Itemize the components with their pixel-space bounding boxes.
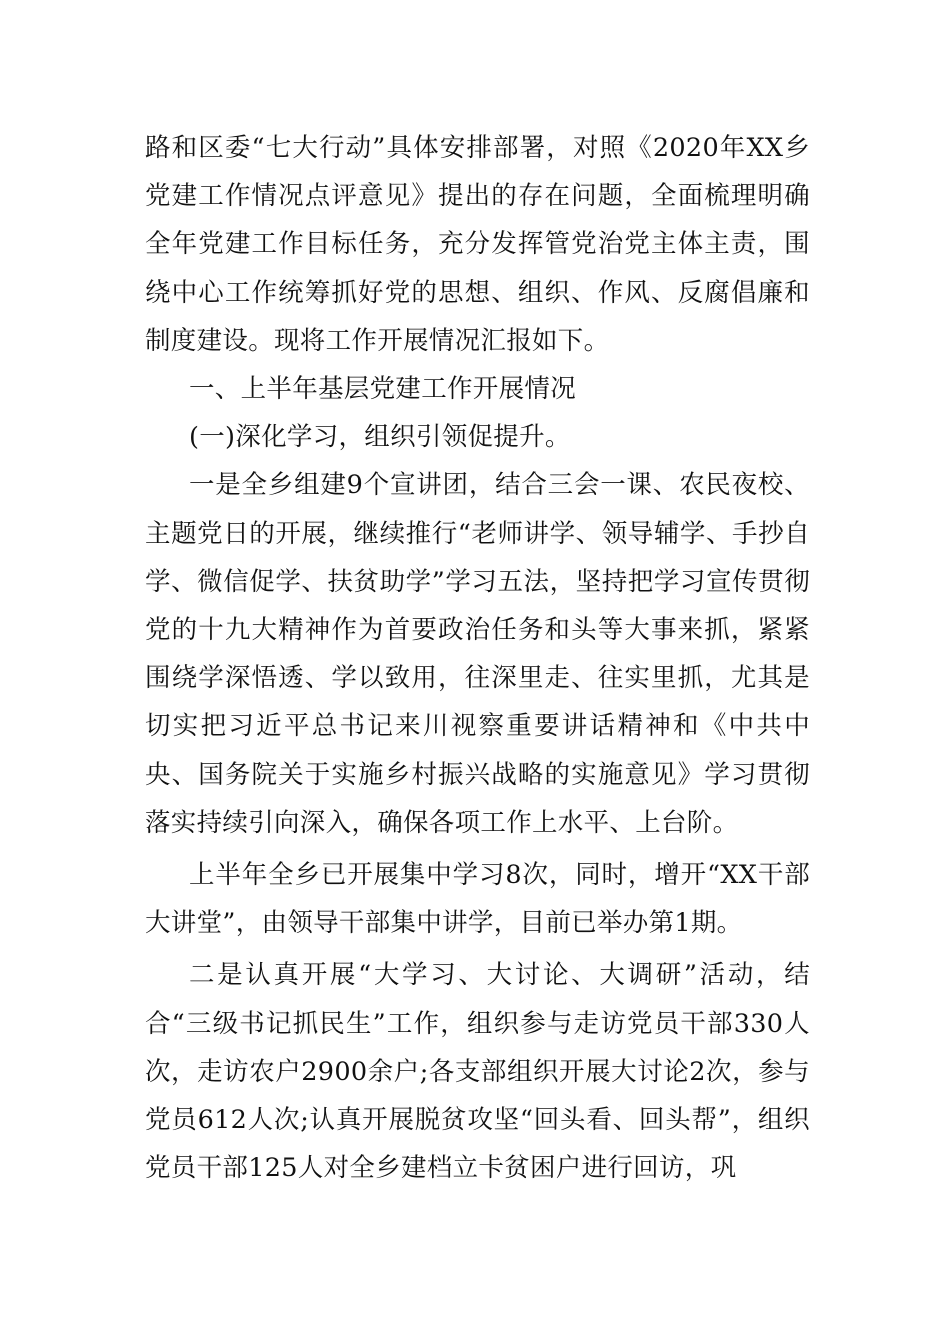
paragraph-item-one: 一是全乡组建9个宣讲团，结合三会一课、农民夜校、主题党日的开展，继续推行“老师讲学、领导辅学、手抄自学、微信促学、扶贫助学”学习五法，坚持把学习宣传贯彻党的十九大精神作为首要政治任务和头等大事来抓，紧紧围绕学深悟透、学以致用，往深里走、往实里抓，尤其是切实把习近平总书记来川视察重要讲话精神和《中共中央、国务院关于实施乡村振兴战略的实施意见》学习贯彻落实持续引向深入，确保各项工作上水平、上台阶。 [145, 470, 810, 838]
document-body [145, 124, 810, 1192]
paragraph-intro-continuation: 路和区委“七大行动”具体安排部署，对照《2020年XX乡党建工作情况点评意见》提出的存在问题，全面梳理明确全年党建工作目标任务，充分发挥管党治党主体主责，围绕中心工作统筹抓好党的思想、组织、作风、反腐倡廉和制度建设。现将工作开展情况汇报如下。 [145, 133, 810, 356]
paragraph-study-sessions: 上半年全乡已开展集中学习8次，同时，增开“XX干部大讲堂”，由领导干部集中讲学，目前已举办第1期。 [145, 860, 810, 939]
paragraph-item-two: 二是认真开展“大学习、大讨论、大调研”活动，结合“三级书记抓民生”工作，组织参与走访党员干部330人次，走访农户2900余户;各支部组织开展大讨论2次，参与党员612人次;认真开展脱贫攻坚“回头看、回头帮”，组织党员干部125人对全乡建档立卡贫困户进行回访，巩 [145, 960, 810, 1184]
subsection-heading-deepen-study: (一)深化学习，组织引领促提升。 [189, 422, 571, 453]
section-heading-first-half-work: 一、上半年基层党建工作开展情况 [189, 374, 577, 405]
